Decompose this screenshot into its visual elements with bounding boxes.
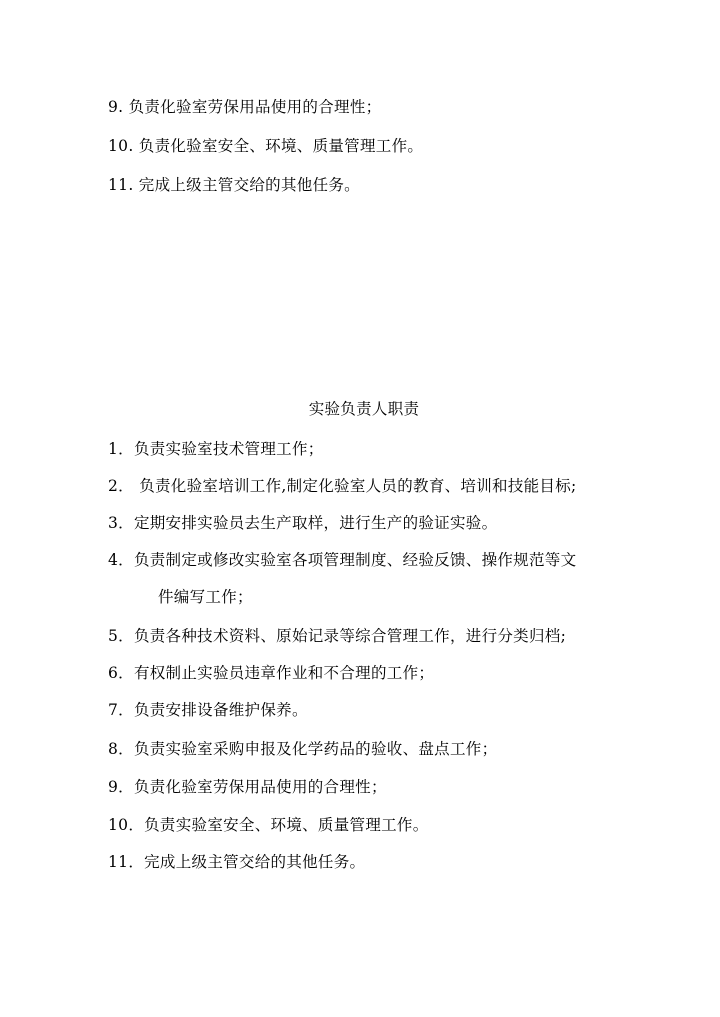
top-list-item: 9. 负责化验室劳保用品使用的合理性； (108, 98, 382, 116)
list-item: 4．负责制定或修改实验室各项管理制度、经验反馈、操作规范等文 (108, 551, 577, 569)
list-item-continuation: 件编写工作； (158, 588, 253, 606)
list-item: 11．完成上级主管交给的其他任务。 (108, 853, 366, 871)
list-item: 9．负责化验室劳保用品使用的合理性； (108, 778, 387, 796)
list-item: 10．负责实验室安全、环境、质量管理工作。 (108, 816, 429, 834)
list-item: 8．负责实验室采购申报及化学药品的验收、盘点工作； (108, 740, 498, 758)
top-list-item: 10. 负责化验室安全、环境、质量管理工作。 (108, 137, 424, 155)
section-title: 实验负责人职责 (308, 400, 420, 418)
list-item: 2． 负责化验室培训工作,制定化验室人员的教育、培训和技能目标; (108, 477, 577, 495)
top-list-item: 11. 完成上级主管交给的其他任务。 (108, 176, 360, 194)
list-item: 3．定期安排实验员去生产取样，进行生产的验证实验。 (108, 514, 498, 532)
list-item: 7．负责安排设备维护保养。 (108, 701, 308, 719)
list-item: 5．负责各种技术资料、原始记录等综合管理工作，进行分类归档; (108, 627, 567, 645)
list-item: 6．有权制止实验员违章作业和不合理的工作； (108, 664, 435, 682)
list-item: 1．负责实验室技术管理工作； (108, 440, 324, 458)
